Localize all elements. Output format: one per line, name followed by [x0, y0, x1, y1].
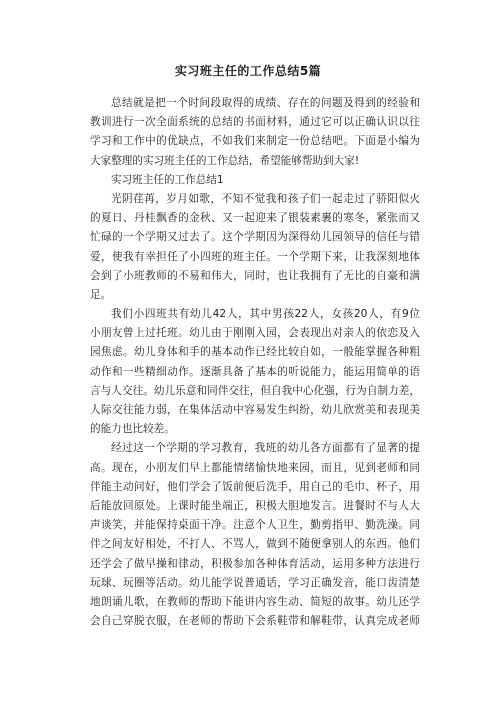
section-heading	[90, 171, 420, 190]
text-line: 爱，使我有幸担任了小四班的班主任。一个学期下来，让我深刻地体	[90, 250, 420, 263]
document-body	[90, 94, 420, 631]
text-line: 经过这一个学期的学习教育，我班的幼儿各方面都有了显著的提	[111, 442, 420, 455]
text-line: 伴之间友好相处，不打人、不骂人，做到不随便拿别人的东西。他们	[90, 538, 420, 551]
text-line: 声谈笑，并能保持桌面干净。注意个人卫生，勤剪指甲、勤洗澡。同	[90, 519, 420, 532]
text-line: 小朋友曾上过托班。幼儿由于刚刚入园，会表现出对亲人的依恋及入	[90, 327, 420, 340]
paragraph-opening	[90, 190, 420, 305]
text-line: 后能放回原处。上课时能坐端正，积极大胆地发言。进餐时不与人大	[90, 499, 420, 512]
text-line: 还学会了做早操和律动，积极参加各种体育活动，运用多种方法进行	[90, 557, 420, 570]
text-line: 我们小四班共有幼儿42人，其中男孩22人，女孩20人，有9位	[111, 308, 420, 321]
text-line: 伴能主动问好，他们学会了饭前便后洗手，用自己的毛巾、杯子，用	[90, 480, 420, 493]
text-line: 足。	[90, 288, 112, 301]
text-line: 大家整理的实习班主任的工作总结，希望能够帮助到大家!	[90, 154, 360, 167]
text-line: 总结就是把一个时间段取得的成绩、存在的问题及得到的经验和	[111, 97, 420, 109]
text-line: 高。现在，小朋友们早上都能情绪愉快地来园，而且，见到老师和同	[90, 461, 420, 474]
text-line: 园焦虑。幼儿身体和手的基本动作已经比较自如，一般能掌握各种粗	[90, 346, 420, 359]
paragraph-progress	[90, 439, 420, 631]
text-line: 人际交往能力弱，在集体活动中容易发生纠纷，幼儿欣赏美和表现美	[90, 404, 420, 416]
text-line: 的夏日、丹桂飘香的金秋、又一起迎来了银装素裹的寒冬，紧张而又	[90, 212, 420, 225]
text-line: 忙碌的一个学期又过去了。这个学期因为深得幼儿园领导的信任与错	[90, 231, 420, 244]
text-line: 实习班主任的工作总结1	[111, 173, 224, 186]
text-line: 动作和一些精细动作。逐渐具备了基本的听说能力，能运用简单的语	[90, 365, 420, 378]
text-line: 会到了小班教师的不易和伟大，同时，也让我拥有了无比的自豪和满	[90, 269, 420, 282]
text-line: 光阴荏苒，岁月如歌，不知不觉我和孩子们一起走过了骄阳似火	[111, 192, 420, 205]
text-line: 会自己穿脱衣服，在老师的帮助下会系鞋带和解鞋带，认真完成老师	[90, 615, 420, 628]
paragraph-intro	[90, 94, 420, 171]
text-line: 的能力也比较差。	[90, 423, 175, 436]
text-line: 言与人交往。幼儿乐意和同伴交往，但自我中心化强，行为自制力差，	[90, 384, 420, 397]
document-title: 实习班主任的工作总结5篇	[174, 64, 322, 78]
paragraph-class-overview	[90, 305, 420, 439]
text-line: 地朗诵儿歌，在教师的帮助下能讲内容生动、简短的故事。幼儿还学	[90, 595, 420, 608]
text-line: 教训进行一次全面系统的总结的书面材料，通过它可以正确认识以往	[90, 116, 420, 129]
text-line: 学习和工作中的优缺点，不如我们来制定一份总结吧。下面是小编为	[90, 135, 420, 148]
text-line: 玩球、玩圈等活动。幼儿能学说普通话，学习正确发音，能口齿清楚	[90, 576, 420, 589]
